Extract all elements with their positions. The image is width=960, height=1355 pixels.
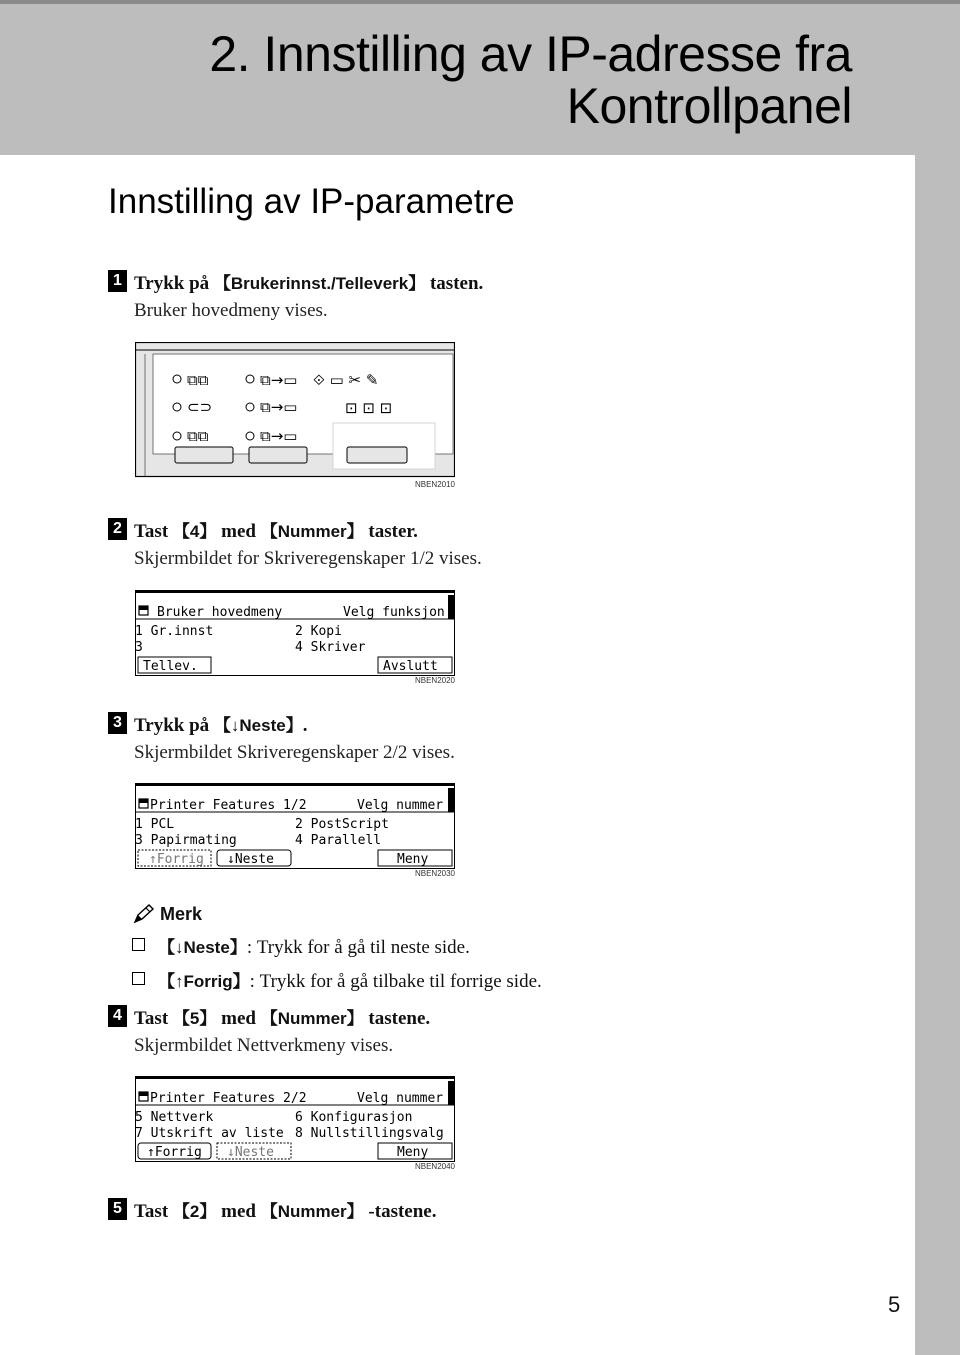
lcd-softkey-menu: Meny [397, 1145, 429, 1160]
lcd-row: 7 Utskrift av liste [135, 1126, 284, 1141]
key-label: 【2】 [172, 1202, 217, 1221]
svg-text:⧉→▭: ⧉→▭ [260, 427, 298, 445]
key-label: 【↑Forrig】 [158, 972, 250, 991]
lcd-softkey-prev-disabled: ↑Forrig [149, 852, 204, 867]
step-instruction: Tast 【4】 med 【Nummer】 taster. [134, 521, 418, 542]
key-label: 【5】 [172, 1009, 217, 1028]
lcd-row: 8 Nullstillingsvalg [295, 1126, 444, 1141]
lcd-row: 6 Konfigurasjon [295, 1110, 413, 1125]
note-text: : Trykk for å gå tilbake til forrige side. [249, 971, 542, 992]
svg-text:⧉⧉: ⧉⧉ [187, 427, 209, 445]
lcd-header-right: Velg nummer [357, 1091, 444, 1106]
note-box [132, 903, 892, 993]
checkbox-bullet-icon [132, 972, 145, 985]
svg-text:⧉→▭: ⧉→▭ [260, 398, 298, 416]
step-number: 5 [108, 1198, 127, 1220]
key-label: 【↓Neste】 [158, 938, 247, 957]
step-number: 1 [108, 270, 127, 292]
lcd-screen-main-menu [135, 590, 455, 686]
lcd-softkey-left: Tellev. [143, 659, 198, 674]
step-instruction: Tast 【5】 med 【Nummer】 tastene. [134, 1008, 431, 1029]
control-panel-drawing [135, 342, 455, 478]
section-title: Innstilling av IP-parametre [108, 182, 515, 221]
lcd-screen-printer-features-1 [135, 783, 455, 879]
step-result: Skjermbildet for Skriveregenskaper 1/2 vises. [134, 548, 482, 569]
step-number: 3 [108, 712, 127, 734]
lcd-softkey-right: Avslutt [383, 659, 438, 674]
step-instruction: Tast 【2】 med 【Nummer】 -tastene. [134, 1201, 437, 1222]
lcd-softkey-prev: ↑Forrig [147, 1145, 202, 1160]
lcd-header-right: Velg nummer [357, 798, 444, 813]
figure-code: NBEN2030 [414, 869, 455, 878]
lcd-header-left: Printer Features 2/2 [150, 1091, 307, 1106]
side-band [915, 155, 960, 1355]
lcd-row: 1 Gr.innst [135, 624, 214, 639]
chapter-title-line2: Kontrollpanel [566, 78, 852, 134]
lcd-row: 4 Skriver [295, 640, 366, 655]
lcd-row: 3 [135, 640, 143, 655]
step-number: 2 [108, 518, 127, 540]
page-number: 5 [888, 1292, 901, 1317]
step-instruction: Trykk på 【Brukerinnst./Telleverk】 tasten. [134, 273, 484, 294]
lcd-drawing [135, 783, 455, 869]
svg-text:⊡ ⊡ ⊡: ⊡ ⊡ ⊡ [345, 399, 393, 417]
lcd-row: 1 PCL [135, 817, 175, 832]
step-result: Bruker hovedmeny vises. [134, 300, 328, 321]
lcd-screen-printer-features-2 [135, 1076, 455, 1172]
svg-text:⊂⊃: ⊂⊃ [187, 398, 213, 416]
lcd-row: 4 Parallell [295, 833, 382, 848]
chapter-title [209, 28, 852, 132]
key-label: 【↓Neste】 [213, 716, 303, 735]
lcd-header-left: Bruker hovedmeny [157, 605, 283, 620]
key-label: 【Nummer】 [260, 1202, 364, 1221]
lcd-drawing [135, 590, 455, 676]
step-number: 4 [108, 1005, 127, 1027]
lcd-softkey-next: ↓Neste [227, 852, 274, 867]
key-label: 【Brukerinnst./Telleverk】 [213, 274, 426, 293]
lcd-softkey-next-disabled: ↓Neste [227, 1145, 274, 1160]
lcd-drawing [135, 1076, 455, 1162]
lcd-header-right: Velg funksjon [343, 605, 445, 620]
lcd-row: 2 Kopi [295, 624, 342, 639]
note-text: : Trykk for å gå til neste side. [246, 937, 470, 958]
step-result: Skjermbildet Skriveregenskaper 2/2 vises. [134, 742, 455, 763]
svg-text:⧉⧉: ⧉⧉ [187, 371, 209, 389]
svg-text:⟐ ▭ ✂ ✎: ⟐ ▭ ✂ ✎ [313, 371, 379, 389]
step-instruction: Trykk på 【↓Neste】. [134, 715, 308, 736]
svg-text:⧉→▭: ⧉→▭ [260, 371, 298, 389]
figure-code: NBEN2020 [414, 676, 455, 685]
key-label: 【Nummer】 [260, 1009, 364, 1028]
lcd-header-left: Printer Features 1/2 [150, 798, 307, 813]
lcd-row: 2 PostScript [295, 817, 389, 832]
control-panel-illustration [135, 342, 455, 490]
header-top-rule [0, 0, 960, 4]
lcd-row: 5 Nettverk [135, 1110, 214, 1125]
note-title: Merk [160, 903, 203, 924]
note-item [132, 967, 892, 993]
lcd-softkey-menu: Meny [397, 852, 429, 867]
note-header [132, 903, 892, 925]
lcd-row: 3 Papirmating [135, 833, 237, 848]
note-item [132, 933, 892, 959]
chapter-title-line1: 2. Innstilling av IP-adresse fra [209, 26, 852, 82]
key-label: 【Nummer】 [260, 522, 364, 541]
step-result: Skjermbildet Nettverkmeny vises. [134, 1035, 394, 1056]
figure-code: NBEN2010 [414, 480, 455, 489]
key-label: 【4】 [172, 522, 217, 541]
figure-code: NBEN2040 [414, 1162, 455, 1171]
checkbox-bullet-icon [132, 938, 145, 951]
pencil-icon [132, 903, 156, 925]
